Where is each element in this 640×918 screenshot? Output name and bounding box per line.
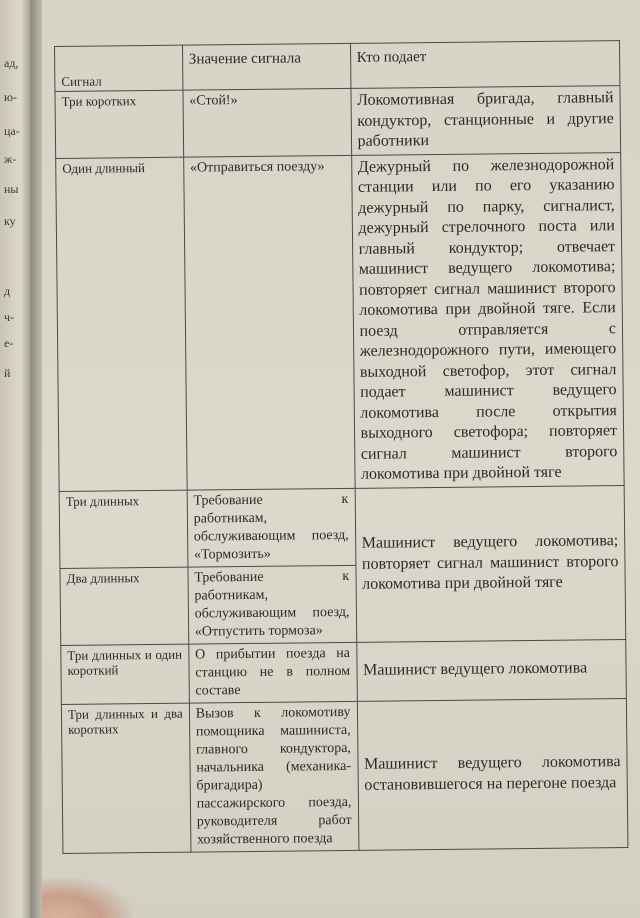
meaning-cell: Требование к работникам, обслуживающим поезд, «Отпустить тормоза» <box>188 565 357 644</box>
page-fragment: ку <box>4 214 16 228</box>
page-fragment: ч- <box>4 310 15 324</box>
who-cell: Машинист ведущего локомотива <box>356 639 626 701</box>
page-fragment: ад, <box>4 56 19 70</box>
table-header-row <box>55 41 620 92</box>
signal-cell: Три длинных и два коротких <box>61 703 190 853</box>
signal-cell: Три длинных и один короткий <box>61 644 189 704</box>
signal-cell: Три коротких <box>55 90 183 158</box>
meaning-cell: О прибытии поезда на станцию не в полном составе <box>188 642 356 703</box>
table-row <box>61 639 627 704</box>
meaning-cell: «Отправиться поезду» <box>183 155 354 490</box>
thumb <box>42 878 132 918</box>
header-who: Кто подает <box>350 41 620 89</box>
meaning-cell: Требование к работникам, обслуживающим поезд, «Тормозить» <box>187 488 356 567</box>
signal-cell: Один длинный <box>56 157 187 491</box>
page-fragment: ю- <box>4 90 17 104</box>
meaning-cell: «Стой!» <box>183 88 351 156</box>
who-cell-merged: Машинист ведущего локомотива; повторяет сигнал машинист второго локомотива при двойной тяге <box>355 485 626 642</box>
header-meaning: Значение сигнала <box>182 43 350 90</box>
signal-cell: Три длинных <box>59 490 188 568</box>
meaning-cell: Вызов к локомотиву помощника машиниста, главного кондуктора, начальника (механика-бригадира) пассажирского поезда, руководителя работ хозяйственного поезда <box>189 701 358 852</box>
table-row <box>55 86 621 158</box>
page-fragment: ж- <box>4 152 17 166</box>
table-row <box>59 485 625 568</box>
page-fragment: й <box>4 366 11 380</box>
page-fragment: д <box>4 284 11 298</box>
page-fragment: ца- <box>4 124 20 138</box>
page-fragment: е- <box>4 336 14 350</box>
header-signal: Сигнал <box>55 45 183 91</box>
signals-table <box>54 40 628 853</box>
table-row <box>56 152 624 491</box>
signal-cell: Два длинных <box>60 567 189 645</box>
who-cell: Дежурный по железнодорожной станции или по его указанию дежурный по парку, сигналист, дежурный стрелочного поста или главный кондуктор; отвечает машинист ведущего локомотива; повторяет сигнал машинист второго локомотива при двойной тяге. Если поезд отправляется с железнодорожного пути, имеющего выходной светофор, этот сигнал подает машинист ведущего локомотива после открытия выходного светофора; повторяет сигнал машинист второго локомотива при двойной тяге <box>351 152 624 488</box>
adjacent-page-edge <box>0 0 30 918</box>
who-cell: Машинист ведущего локомотива остановившегося на перегоне поезда <box>357 698 628 850</box>
table-row <box>61 698 628 853</box>
who-cell: Локомотивная бригада, главный кондуктор, станционные и другие работники <box>350 86 620 155</box>
page-fragment: ны <box>4 182 19 196</box>
